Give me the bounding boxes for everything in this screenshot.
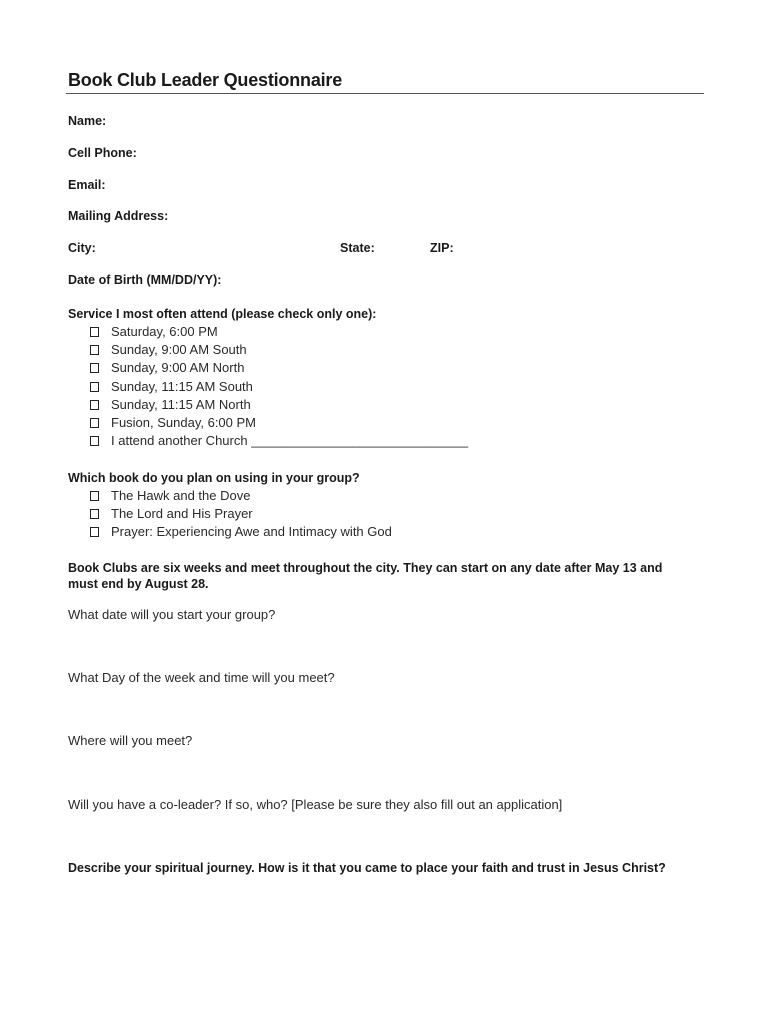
service-option[interactable]: [90, 341, 468, 359]
service-option-label: Saturday, 6:00 PM: [111, 324, 218, 339]
info-paragraph: Book Clubs are six weeks and meet throughout the city. They can start on any date after May 13 and must end by August 28.: [68, 561, 663, 591]
city-label: City:: [68, 241, 96, 255]
question-start-date: What date will you start your group?: [68, 607, 276, 622]
service-option[interactable]: [90, 432, 468, 450]
questionnaire-page: [68, 0, 704, 1024]
dob-label: Date of Birth (MM/DD/YY):: [68, 273, 222, 287]
service-option-label: Sunday, 11:15 AM North: [111, 396, 251, 412]
name-label: Name:: [68, 114, 107, 128]
page-title: Book Club Leader Questionnaire: [68, 70, 343, 90]
book-option-label: The Hawk and the Dove: [111, 488, 251, 503]
question-day-time: What Day of the week and time will you meet?: [68, 670, 335, 685]
service-option-label: Fusion, Sunday, 6:00 PM: [111, 414, 257, 430]
mailing-address-label: Mailing Address:: [68, 209, 169, 223]
service-option-label: Sunday, 11:15 AM South: [111, 378, 253, 394]
service-option[interactable]: [90, 378, 468, 396]
book-option[interactable]: [90, 487, 392, 505]
service-option[interactable]: [90, 359, 468, 377]
service-options: [90, 323, 468, 450]
checkbox[interactable]: [90, 436, 99, 446]
checkbox[interactable]: [90, 418, 99, 428]
checkbox[interactable]: [90, 382, 99, 392]
service-heading: Service I most often attend (please check only one):: [68, 307, 377, 321]
checkbox[interactable]: [90, 363, 99, 373]
service-option[interactable]: [90, 323, 468, 341]
state-label: State:: [340, 241, 375, 255]
book-option-label: The Lord and His Prayer: [111, 506, 253, 522]
service-option-label: Sunday, 9:00 AM South: [111, 342, 247, 358]
checkbox[interactable]: [90, 345, 99, 355]
zip-label: ZIP:: [430, 241, 454, 255]
checkbox[interactable]: [90, 400, 99, 410]
email-label: Email:: [68, 178, 106, 192]
service-option-label: I attend another Church ______________________________: [111, 433, 469, 449]
service-option[interactable]: [90, 414, 468, 432]
question-co-leader: Will you have a co-leader? If so, who? [Please be sure they also fill out an application]: [68, 797, 563, 812]
service-option[interactable]: [90, 396, 468, 414]
question-spiritual-journey: Describe your spiritual journey. How is it that you came to place your faith and trust in Jesus Christ?: [68, 861, 666, 875]
checkbox[interactable]: [90, 327, 99, 337]
book-heading: Which book do you plan on using in your group?: [68, 471, 360, 485]
question-where: Where will you meet?: [68, 733, 193, 748]
checkbox[interactable]: [90, 491, 99, 501]
book-option-label: Prayer: Experiencing Awe and Intimacy with God: [111, 524, 392, 540]
book-option[interactable]: [90, 505, 392, 523]
service-option-label: Sunday, 9:00 AM North: [111, 360, 245, 376]
checkbox[interactable]: [90, 509, 99, 519]
book-option[interactable]: [90, 523, 392, 541]
checkbox[interactable]: [90, 527, 99, 537]
book-options: [90, 487, 392, 542]
cell-phone-label: Cell Phone:: [68, 146, 137, 160]
title-divider: [66, 93, 704, 94]
